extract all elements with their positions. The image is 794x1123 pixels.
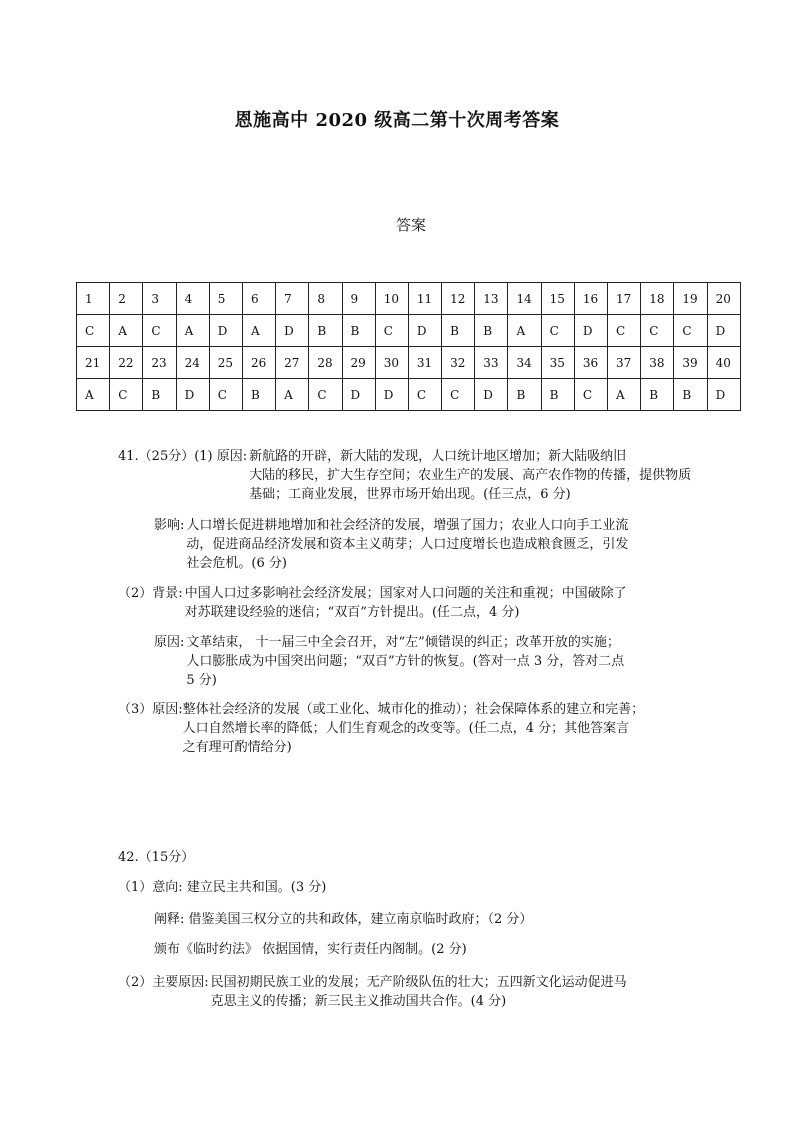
q41-reason2 <box>154 633 714 690</box>
q41-impact-line: 动，促进商品经济发展和资本主义萌芽；人口过度增长也造成粮食匮乏，引发 <box>186 537 629 552</box>
answer-table-cell: 30 <box>375 347 408 379</box>
answer-table-cell: C <box>608 315 641 347</box>
q41-background <box>118 584 718 622</box>
q42-main-line: 民国初期民族工业的发展；无产阶级队伍的壮大；五四新文化运动促进马 <box>210 975 627 990</box>
answer-table-cell: 6 <box>242 283 275 315</box>
answer-table-row <box>77 283 741 315</box>
q42-explain: 阐释: 借鉴美国三权分立的共和政体，建立南京临时政府；（2 分） <box>154 912 533 927</box>
answer-table-cell: C <box>209 379 242 411</box>
answer-table-cell: B <box>442 315 475 347</box>
answer-table-cell: D <box>574 315 607 347</box>
answer-table-cell: A <box>276 379 309 411</box>
answer-table-row <box>77 379 741 411</box>
answer-table-cell: C <box>541 315 574 347</box>
q41-reason2-line: 5 分) <box>186 673 217 688</box>
answer-table-cell: 4 <box>176 283 209 315</box>
answer-table-row <box>77 315 741 347</box>
answer-table-cell: C <box>375 315 408 347</box>
answer-table-cell: 17 <box>608 283 641 315</box>
answer-table-row <box>77 347 741 379</box>
q42-main-line: 克思主义的传播；新三民主义推动国共合作。(4 分) <box>210 994 507 1009</box>
q41-p1-line: 新航路的开辟，新大陆的发现，人口统计地区增加；新大陆吸纳旧 <box>249 449 627 464</box>
answer-table-cell: A <box>242 315 275 347</box>
answer-table-cell: 31 <box>408 347 441 379</box>
answer-table-cell: 23 <box>143 347 176 379</box>
answer-table-cell: D <box>707 315 740 347</box>
answer-table-cell: 37 <box>608 347 641 379</box>
q42-main-reason <box>118 973 718 1011</box>
q41-reason2-line: 人口膨胀成为中国突出问题；“双百”方针的恢复。(答对一点 3 分，答对二点 <box>186 654 625 669</box>
answer-table-cell: B <box>541 379 574 411</box>
q41-impact-line: 社会危机。(6 分) <box>186 556 287 571</box>
q41-impact <box>154 516 714 573</box>
answer-table-cell: 24 <box>176 347 209 379</box>
answer-table <box>76 282 741 411</box>
answer-table-cell: 18 <box>641 283 674 315</box>
answer-table-cell: B <box>475 315 508 347</box>
q41-impact-line: 人口增长促进耕地增加和社会经济的发展，增强了国力；农业人口向手工业流 <box>186 518 629 533</box>
answer-table-cell: C <box>408 379 441 411</box>
answer-table-cell: C <box>143 315 176 347</box>
q41-reason3 <box>118 700 718 757</box>
q41-reason3-line: 整体社会经济的发展（或工业化、城市化的推动）；社会保障体系的建立和完善； <box>182 702 645 717</box>
answer-table-cell: 22 <box>110 347 143 379</box>
answer-table-cell: D <box>342 379 375 411</box>
answer-table-cell: 21 <box>77 347 110 379</box>
answer-table-cell: 20 <box>707 283 740 315</box>
answer-table-cell: 19 <box>674 283 707 315</box>
answer-table-cell: 25 <box>209 347 242 379</box>
q41-bg-label: （2）背景: <box>118 586 183 601</box>
answer-table-cell: C <box>77 315 110 347</box>
q41-reason2-label: 原因: <box>154 635 185 650</box>
answer-table-cell: C <box>442 379 475 411</box>
answer-table-cell: C <box>574 379 607 411</box>
q41-head: 41.（25分）(1) 原因: <box>118 449 248 464</box>
answer-table-cell: A <box>508 315 541 347</box>
answer-table-cell: 8 <box>309 283 342 315</box>
answer-table-cell: 13 <box>475 283 508 315</box>
q41-reason3-line: 之有理可酌情给分) <box>182 740 292 755</box>
answer-table-cell: D <box>408 315 441 347</box>
answer-table-cell: A <box>176 315 209 347</box>
answer-table-cell: 3 <box>143 283 176 315</box>
answer-table-cell: D <box>375 379 408 411</box>
q41-p1-line: 基础；工商业发展，世界市场开始出现。(任三点，6 分) <box>249 487 571 502</box>
answer-table-cell: B <box>309 315 342 347</box>
answer-table-cell: 33 <box>475 347 508 379</box>
answer-table-cell: 14 <box>508 283 541 315</box>
answer-table-cell: 16 <box>574 283 607 315</box>
answer-table-cell: 28 <box>309 347 342 379</box>
answer-table-cell: C <box>309 379 342 411</box>
answer-table-cell: 11 <box>408 283 441 315</box>
answer-table-cell: 10 <box>375 283 408 315</box>
answer-table-cell: 12 <box>442 283 475 315</box>
answer-table-cell: 32 <box>442 347 475 379</box>
answer-table-cell: B <box>508 379 541 411</box>
answer-table-cell: 38 <box>641 347 674 379</box>
q42-head: 42.（15分） <box>118 850 195 865</box>
answer-table-cell: 7 <box>276 283 309 315</box>
answer-table-cell: 27 <box>276 347 309 379</box>
answer-table-cell: 40 <box>707 347 740 379</box>
q41-reason2-line: 文革结束， 十一届三中全会召开，对“左”倾错误的纠正；改革开放的实施； <box>186 635 620 650</box>
answer-table-cell: 35 <box>541 347 574 379</box>
section-subtitle: 答案 <box>395 216 426 234</box>
page-title: 恩施高中 2020 级高二第十次周考答案 <box>234 110 560 131</box>
q41-p1-line: 大陆的移民，扩大生存空间；农业生产的发展、高产农作物的传播，提供物质 <box>249 468 692 483</box>
answer-table-cell: 2 <box>110 283 143 315</box>
q41-bg-line: 中国人口过多影响社会经济发展；国家对人口问题的关注和重视；中国破除了 <box>184 586 627 601</box>
q41-impact-label: 影响: <box>154 518 185 533</box>
answer-table-cell: B <box>674 379 707 411</box>
q41-reason3-label: （3）原因: <box>118 702 183 717</box>
answer-table-cell: B <box>143 379 176 411</box>
answer-table-cell: D <box>209 315 242 347</box>
answer-table-cell: 1 <box>77 283 110 315</box>
answer-table-cell: 15 <box>541 283 574 315</box>
answer-table-cell: 29 <box>342 347 375 379</box>
answer-table-cell: 5 <box>209 283 242 315</box>
answer-table-cell: C <box>641 315 674 347</box>
answer-table-cell: 9 <box>342 283 375 315</box>
q41-bg-line: 对苏联建设经验的迷信；“双百”方针提出。(任二点，4 分) <box>184 605 520 620</box>
answer-table-cell: B <box>641 379 674 411</box>
answer-table-cell: 26 <box>242 347 275 379</box>
q42-intent: （1）意向: 建立民主共和国。(3 分) <box>118 880 327 895</box>
answer-table-cell: D <box>176 379 209 411</box>
q42-main-label: （2）主要原因: <box>118 975 209 990</box>
answer-table-cell: C <box>110 379 143 411</box>
answer-table-cell: 39 <box>674 347 707 379</box>
answer-table-cell: B <box>342 315 375 347</box>
answer-table-cell: D <box>475 379 508 411</box>
q41-reason3-line: 人口自然增长率的降低；人们生育观念的改变等。(任二点，4 分；其他答案言 <box>182 721 630 736</box>
answer-table-cell: A <box>608 379 641 411</box>
answer-table-cell: D <box>707 379 740 411</box>
answer-table-cell: C <box>674 315 707 347</box>
answer-table-cell: D <box>276 315 309 347</box>
answer-table-cell: B <box>242 379 275 411</box>
answer-table-cell: 34 <box>508 347 541 379</box>
answer-table-cell: A <box>77 379 110 411</box>
answer-table-cell: 36 <box>574 347 607 379</box>
q41-part1 <box>118 447 718 504</box>
answer-table-cell: A <box>110 315 143 347</box>
q42-law: 颁布《临时约法》 依据国情，实行责任内阁制。(2 分) <box>154 942 467 957</box>
